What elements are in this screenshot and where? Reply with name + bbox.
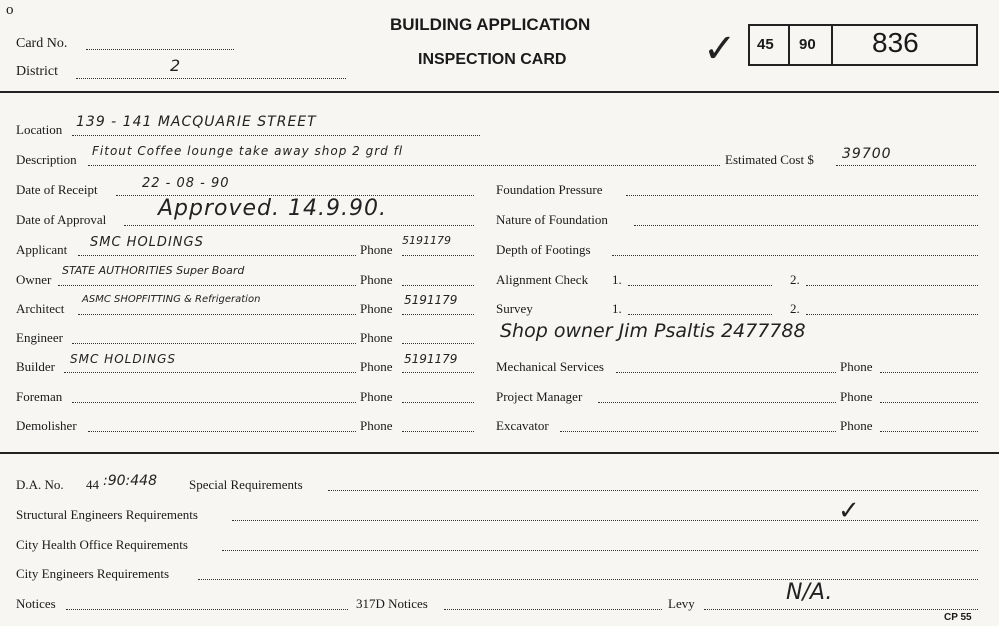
survey-field-2[interactable] [806, 314, 978, 315]
applicant-phone-field[interactable] [402, 255, 474, 256]
shop-owner-note: Shop owner Jim Psaltis 2477788 [500, 320, 806, 342]
date-of-receipt-value: 22 - 08 - 90 [142, 176, 230, 191]
header-divider [0, 91, 999, 93]
location-value: 139 - 141 MACQUARIE STREET [76, 114, 317, 130]
da-no-printed: 44 [86, 477, 99, 492]
architect-label: Architect [16, 301, 65, 316]
excavator-label: Excavator [496, 418, 549, 433]
special-requirements-label: Special Requirements [189, 477, 303, 492]
estimated-cost-value: 39700 [842, 146, 892, 162]
architect-value: ASMC SHOPFITTING & Refrigeration [82, 294, 261, 305]
reference-box [748, 24, 978, 66]
city-engineers-label: City Engineers Requirements [16, 566, 170, 581]
project-manager-phone-label: Phone [840, 389, 873, 404]
depth-of-footings-field[interactable] [612, 255, 978, 256]
survey-label: Survey [496, 301, 533, 316]
demolisher-field[interactable] [88, 431, 356, 432]
project-manager-label: Project Manager [496, 389, 583, 404]
da-no-value: :90:448 [103, 473, 157, 489]
card-no-field[interactable] [86, 49, 234, 50]
depth-of-footings-label: Depth of Footings [496, 242, 591, 257]
structural-field[interactable] [232, 520, 978, 521]
ref-box-1: 45 [757, 36, 774, 53]
foreman-label: Foreman [16, 389, 63, 404]
levy-field[interactable] [704, 609, 978, 610]
structural-check-icon: ✓ [838, 496, 861, 526]
architect-phone-field[interactable] [402, 314, 474, 315]
foundation-pressure-label: Foundation Pressure [496, 182, 603, 197]
alignment-check-label: Alignment Check [496, 272, 589, 287]
applicant-value: SMC HOLDINGS [90, 235, 204, 250]
form-code: CP 55 [944, 612, 972, 623]
owner-field[interactable] [58, 285, 356, 286]
owner-phone-field[interactable] [402, 285, 474, 286]
builder-phone-value: 5191179 [404, 352, 458, 366]
mechanical-services-label: Mechanical Services [496, 359, 604, 374]
da-no-label: D.A. No. [16, 477, 64, 492]
applicant-phone-value: 5191179 [402, 234, 451, 247]
demolisher-label: Demolisher [16, 418, 77, 433]
description-label: Description [16, 152, 77, 167]
card-no-label: Card No. [16, 36, 68, 51]
mechanical-phone-field[interactable] [880, 372, 978, 373]
mechanical-services-field[interactable] [616, 372, 836, 373]
architect-field[interactable] [78, 314, 356, 315]
date-of-receipt-label: Date of Receipt [16, 182, 98, 197]
applicant-label: Applicant [16, 242, 68, 257]
special-requirements-field[interactable] [328, 490, 978, 491]
estimated-cost-field[interactable] [836, 165, 976, 166]
alignment-check-field-2[interactable] [806, 285, 978, 286]
description-field[interactable] [88, 165, 720, 166]
engineer-label: Engineer [16, 330, 63, 345]
notices-317d-label: 317D Notices [356, 596, 428, 611]
alignment-check-num2: 2. [790, 272, 800, 287]
date-of-approval-label: Date of Approval [16, 212, 107, 227]
builder-phone-label: Phone [360, 359, 393, 374]
engineer-field[interactable] [72, 343, 356, 344]
location-field[interactable] [72, 135, 480, 136]
estimated-cost-label: Estimated Cost $ [725, 152, 814, 167]
survey-field-1[interactable] [628, 314, 772, 315]
district-field[interactable] [76, 78, 346, 79]
builder-field[interactable] [64, 372, 356, 373]
alignment-check-field-1[interactable] [628, 285, 772, 286]
builder-phone-field[interactable] [402, 372, 474, 373]
engineer-phone-field[interactable] [402, 343, 474, 344]
excavator-phone-label: Phone [840, 418, 873, 433]
engineer-phone-label: Phone [360, 330, 393, 345]
levy-value: N/A. [786, 580, 833, 605]
applicant-field[interactable] [78, 255, 356, 256]
description-value: Fitout Coffee lounge take away shop 2 grd fl [92, 144, 404, 158]
builder-value: SMC HOLDINGS [70, 352, 176, 366]
city-health-label: City Health Office Requirements [16, 537, 188, 552]
notices-317d-field[interactable] [444, 609, 662, 610]
demolisher-phone-field[interactable] [402, 431, 474, 432]
city-health-field[interactable] [222, 550, 978, 551]
foreman-field[interactable] [72, 402, 356, 403]
foreman-phone-field[interactable] [402, 402, 474, 403]
foundation-pressure-field[interactable] [626, 195, 978, 196]
survey-num2: 2. [790, 301, 800, 316]
notices-field[interactable] [66, 609, 348, 610]
date-of-approval-field[interactable] [124, 225, 474, 226]
nature-of-foundation-field[interactable] [634, 225, 978, 226]
survey-num1: 1. [612, 301, 622, 316]
mechanical-phone-label: Phone [840, 359, 873, 374]
excavator-field[interactable] [560, 431, 836, 432]
location-label: Location [16, 122, 63, 137]
architect-phone-label: Phone [360, 301, 393, 316]
date-of-approval-value: Approved. 14.9.90. [158, 196, 387, 221]
nature-of-foundation-label: Nature of Foundation [496, 212, 608, 227]
corner-mark: o [6, 2, 14, 18]
excavator-phone-field[interactable] [880, 431, 978, 432]
owner-label: Owner [16, 272, 52, 287]
form-subtitle: INSPECTION CARD [418, 51, 567, 68]
notices-label: Notices [16, 596, 56, 611]
architect-phone-value: 5191179 [404, 293, 458, 307]
structural-label: Structural Engineers Requirements [16, 507, 198, 522]
district-value: 2 [170, 56, 182, 75]
check-mark-icon: ✓ [703, 26, 738, 72]
foreman-phone-label: Phone [360, 389, 393, 404]
applicant-phone-label: Phone [360, 242, 393, 257]
city-engineers-field[interactable] [198, 579, 978, 580]
form-title: BUILDING APPLICATION [390, 15, 591, 34]
builder-label: Builder [16, 359, 55, 374]
alignment-check-num1: 1. [612, 272, 622, 287]
section-divider [0, 452, 999, 454]
owner-value: STATE AUTHORITIES Super Board [62, 264, 245, 277]
project-manager-phone-field[interactable] [880, 402, 978, 403]
levy-label: Levy [668, 596, 695, 611]
ref-box-3: 836 [872, 27, 919, 58]
project-manager-field[interactable] [598, 402, 836, 403]
owner-phone-label: Phone [360, 272, 393, 287]
district-label: District [16, 64, 58, 79]
ref-box-2: 90 [799, 36, 816, 53]
demolisher-phone-label: Phone [360, 418, 393, 433]
